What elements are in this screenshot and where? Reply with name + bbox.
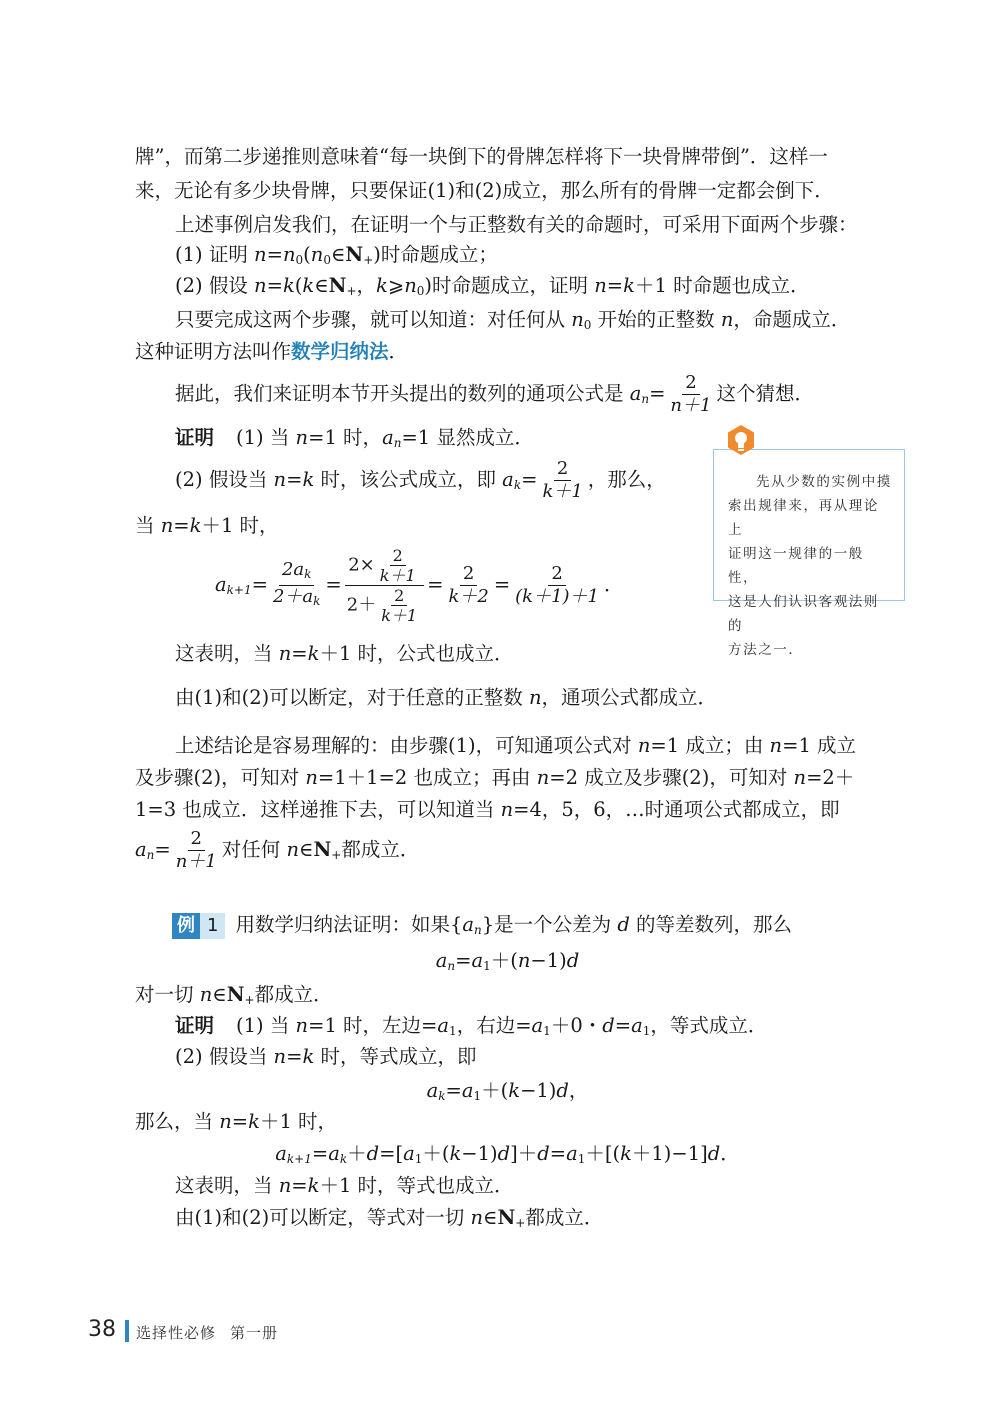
math: a bbox=[382, 426, 394, 449]
text: ＋1 时命题也成立． bbox=[634, 274, 810, 297]
math: = bbox=[154, 838, 171, 861]
proof-step bbox=[175, 458, 680, 507]
proof-step bbox=[175, 1012, 880, 1045]
math: k bbox=[189, 514, 202, 537]
text: ，通项公式都成立． bbox=[541, 686, 718, 709]
math: n bbox=[219, 1110, 232, 1133]
math: 0 bbox=[323, 253, 331, 267]
math: ＋( bbox=[422, 1142, 450, 1165]
math: ＋0・ bbox=[550, 1014, 603, 1037]
fraction bbox=[344, 546, 425, 625]
math: 1 bbox=[543, 1024, 551, 1038]
math: n bbox=[273, 1045, 287, 1068]
math: + bbox=[331, 848, 342, 862]
math: =[ bbox=[379, 1142, 404, 1165]
math: n bbox=[637, 734, 651, 757]
math: = bbox=[649, 382, 666, 405]
paragraph-line bbox=[135, 981, 880, 1014]
math: ∈ bbox=[330, 243, 346, 266]
math: k bbox=[438, 1089, 446, 1103]
text: ，右边= bbox=[456, 1014, 532, 1037]
denominator bbox=[445, 586, 491, 608]
math: a bbox=[566, 1142, 578, 1165]
paragraph-line bbox=[175, 306, 880, 339]
math: k bbox=[248, 1110, 260, 1133]
math: = bbox=[325, 573, 342, 596]
text: 时，该公式成立，即 bbox=[314, 468, 503, 491]
denominator bbox=[539, 481, 585, 503]
numerator: 2 bbox=[390, 546, 406, 566]
math: n bbox=[273, 468, 287, 491]
math: a bbox=[531, 1014, 544, 1037]
math: ( bbox=[303, 243, 311, 266]
paragraph-line bbox=[175, 211, 880, 239]
text: )时命题成立； bbox=[373, 243, 498, 266]
text: 由(1)和(2)可以断定，对于任意的正整数 bbox=[175, 686, 529, 709]
math: k bbox=[313, 594, 321, 608]
math: ＋( bbox=[481, 1079, 509, 1102]
note-text bbox=[728, 470, 894, 662]
math: N bbox=[226, 983, 245, 1006]
math: a bbox=[502, 468, 514, 491]
math: a bbox=[403, 1142, 415, 1165]
text: 这种证明方法叫作 bbox=[135, 340, 292, 363]
math: d bbox=[602, 1014, 615, 1037]
math: = bbox=[266, 243, 283, 266]
math: n bbox=[305, 766, 318, 789]
math: = bbox=[173, 514, 190, 537]
math: n bbox=[447, 959, 456, 973]
math: = bbox=[455, 949, 472, 972]
fraction bbox=[270, 559, 323, 612]
math: d bbox=[556, 1079, 569, 1102]
math: n bbox=[278, 1174, 292, 1197]
math: N bbox=[328, 274, 347, 297]
note-line: 方法之一． bbox=[728, 642, 804, 658]
step-1 bbox=[175, 241, 880, 274]
math: 2＋ bbox=[346, 594, 377, 616]
text: }是一个公差为 bbox=[481, 913, 618, 936]
text: (2) 假设 bbox=[175, 274, 255, 297]
math: k bbox=[302, 468, 315, 491]
math: k bbox=[513, 478, 522, 492]
fraction bbox=[667, 372, 714, 417]
math: = bbox=[286, 1045, 303, 1068]
math: n bbox=[295, 1014, 309, 1037]
math: 1 bbox=[449, 1024, 457, 1038]
denominator bbox=[377, 566, 419, 585]
fraction bbox=[512, 563, 602, 608]
math: n bbox=[720, 308, 734, 331]
text: =1 时，左边= bbox=[308, 1014, 438, 1037]
formula bbox=[135, 1140, 880, 1173]
math: a bbox=[435, 949, 448, 972]
text: )时命题成立，证明 bbox=[424, 274, 595, 297]
math: n bbox=[571, 308, 584, 331]
text: ． bbox=[388, 340, 409, 363]
math: n bbox=[594, 274, 607, 297]
math: n bbox=[254, 274, 267, 297]
math: = bbox=[251, 573, 268, 596]
math: ＋1)−1] bbox=[631, 1142, 708, 1165]
math: ( bbox=[294, 274, 303, 297]
math: 2＋a bbox=[272, 586, 314, 607]
example-badge bbox=[172, 913, 225, 939]
text: 1=3 也成立．这样递推下去，可以知道当 bbox=[135, 798, 501, 821]
math: k bbox=[307, 642, 320, 665]
text: 牌”，而第二步递推则意味着“每一块倒下的骨牌怎样将下一块骨牌带倒”．这样一 bbox=[135, 145, 828, 168]
math: a bbox=[631, 1014, 643, 1037]
text: 时，等式成立，即 bbox=[314, 1045, 477, 1068]
book-name: 选择性必修 bbox=[136, 1324, 217, 1342]
math: = bbox=[521, 468, 538, 491]
math: ∈ bbox=[314, 274, 329, 297]
math: k＋1 bbox=[379, 566, 416, 585]
text: (1) 证明 bbox=[175, 243, 255, 266]
volume-name: 第一册 bbox=[230, 1324, 279, 1342]
math: k＋1 bbox=[381, 606, 418, 625]
math: 0 bbox=[295, 253, 304, 267]
fraction bbox=[378, 586, 420, 625]
math: 1 bbox=[473, 1089, 482, 1103]
paragraph-line bbox=[135, 828, 880, 877]
text: =1 成立；由 bbox=[650, 734, 770, 757]
footer-divider bbox=[125, 1320, 129, 1342]
math: ∈ bbox=[299, 838, 314, 861]
math: n bbox=[500, 798, 514, 821]
text: 对一切 bbox=[135, 983, 200, 1006]
text: ＋1 时，等式也成立． bbox=[319, 1174, 514, 1197]
math: d bbox=[366, 1142, 380, 1165]
proof-label: 证明 bbox=[175, 426, 215, 449]
example-heading bbox=[172, 911, 880, 944]
math: n bbox=[393, 436, 402, 450]
math: a bbox=[471, 949, 484, 972]
math: n bbox=[470, 1206, 484, 1229]
text: 开始的正整数 bbox=[591, 308, 721, 331]
math: d bbox=[566, 949, 580, 972]
text: (1) 当 bbox=[236, 1014, 296, 1037]
fraction bbox=[445, 563, 491, 608]
fraction bbox=[539, 458, 585, 503]
math: a bbox=[426, 1079, 439, 1102]
math: n bbox=[199, 983, 213, 1006]
math: = bbox=[445, 1079, 462, 1102]
math: = bbox=[606, 274, 624, 297]
math: d bbox=[707, 1142, 721, 1165]
proof-step bbox=[175, 1043, 880, 1071]
fraction bbox=[377, 546, 419, 585]
text: 来，无论有多少块骨牌，只要保证(1)和(2)成立，那么所有的骨牌一定都会倒下． bbox=[135, 179, 834, 202]
math: N bbox=[313, 838, 332, 861]
math: n bbox=[517, 949, 531, 972]
text: =2 成立及步骤(2)，可知对 bbox=[549, 766, 794, 789]
text: 都成立． bbox=[254, 983, 333, 1006]
denominator bbox=[512, 586, 602, 608]
lightbulb-icon bbox=[723, 424, 759, 466]
math: = bbox=[231, 1110, 249, 1133]
math: n bbox=[641, 392, 650, 406]
text: ，那么， bbox=[587, 468, 666, 491]
math: k bbox=[302, 1045, 315, 1068]
text: 这表明，当 bbox=[175, 642, 279, 665]
math: N bbox=[497, 1206, 516, 1229]
math: = bbox=[427, 573, 444, 596]
text: ＋1 时，公式也成立． bbox=[319, 642, 514, 665]
note-line: 索出规律来，再从理论上 bbox=[728, 498, 879, 538]
text: ＋1 时， bbox=[201, 514, 279, 537]
math: a bbox=[629, 382, 642, 405]
math: k+1 bbox=[226, 583, 252, 597]
math: ． bbox=[604, 573, 624, 596]
text: 都成立． bbox=[341, 838, 420, 861]
text: 上述事例启发我们，在证明一个与正整数有关的命题时，可采用下面两个步骤： bbox=[175, 213, 858, 236]
denominator bbox=[173, 851, 220, 873]
denominator bbox=[667, 395, 714, 417]
paragraph-line bbox=[135, 796, 880, 824]
math: 1 bbox=[577, 1152, 586, 1166]
math: = bbox=[614, 1014, 632, 1037]
fraction bbox=[173, 828, 220, 873]
math: −1) bbox=[461, 1142, 498, 1165]
denominator bbox=[270, 586, 323, 612]
page-number: 38 bbox=[88, 1317, 116, 1342]
math: n bbox=[160, 514, 174, 537]
math: k＋2 bbox=[448, 586, 489, 607]
math: n bbox=[295, 426, 309, 449]
math: a bbox=[275, 1142, 287, 1165]
proof-conclusion bbox=[175, 684, 880, 712]
paragraph-line bbox=[135, 338, 880, 366]
math: d bbox=[617, 913, 630, 936]
math: n bbox=[793, 766, 807, 789]
math: k bbox=[623, 274, 635, 297]
text: 由(1)和(2)可以断定，等式对一切 bbox=[175, 1206, 471, 1229]
math: ＋ bbox=[347, 1142, 367, 1165]
math: ∈ bbox=[483, 1206, 498, 1229]
text: =1＋1=2 也成立；再由 bbox=[317, 766, 537, 789]
paragraph-line bbox=[135, 143, 880, 171]
text: (2) 假设当 bbox=[175, 468, 274, 491]
math: = bbox=[266, 274, 283, 297]
math: n bbox=[286, 838, 300, 861]
denominator bbox=[344, 586, 425, 625]
math: n bbox=[310, 243, 324, 266]
math: ． bbox=[720, 1142, 740, 1165]
math: n＋1 bbox=[175, 851, 217, 872]
math: ＋[( bbox=[585, 1142, 621, 1165]
math: 2a bbox=[281, 559, 305, 580]
math: N bbox=[345, 243, 364, 266]
text: 及步骤(2)，可知对 bbox=[135, 766, 306, 789]
text: (2) 假设当 bbox=[175, 1045, 274, 1068]
math: k bbox=[449, 1142, 462, 1165]
math: n bbox=[536, 766, 550, 789]
numerator: 2 bbox=[548, 563, 565, 586]
math: d bbox=[537, 1142, 550, 1165]
math: k bbox=[339, 1152, 348, 1166]
step-2 bbox=[175, 272, 880, 305]
numerator: 2 bbox=[554, 458, 571, 481]
math: ＋( bbox=[490, 949, 518, 972]
math: a bbox=[215, 573, 227, 596]
text: 这个猜想． bbox=[716, 382, 814, 405]
badge-label: 例 bbox=[172, 913, 200, 939]
math: ， bbox=[568, 1079, 589, 1102]
math: n＋1 bbox=[670, 395, 712, 416]
math: 1 bbox=[642, 1024, 651, 1038]
text: ，命题成立． bbox=[733, 308, 851, 331]
math: n bbox=[474, 923, 482, 937]
denominator bbox=[378, 606, 420, 625]
math: n bbox=[278, 642, 292, 665]
math: a bbox=[437, 1014, 450, 1037]
math: n bbox=[282, 243, 296, 266]
math: −1) bbox=[530, 949, 567, 972]
proof-step bbox=[135, 1108, 880, 1136]
math: a bbox=[462, 913, 475, 936]
footer-book-title bbox=[136, 1322, 278, 1343]
text: ，等式成立． bbox=[650, 1014, 768, 1037]
math: k bbox=[304, 567, 312, 581]
math: n bbox=[769, 734, 783, 757]
math: k bbox=[620, 1142, 632, 1165]
math: d bbox=[497, 1142, 511, 1165]
math: + bbox=[363, 253, 374, 267]
math: 0 bbox=[583, 318, 592, 332]
math: k＋1 bbox=[542, 481, 583, 502]
math: + bbox=[515, 1216, 526, 1230]
text: 的等差数列，那么 bbox=[629, 913, 793, 936]
math: = bbox=[286, 468, 303, 491]
math: = bbox=[311, 1142, 329, 1165]
note-line: 先从少数的实例中摸 bbox=[756, 474, 892, 490]
math: a bbox=[135, 838, 147, 861]
math: 1 bbox=[414, 1152, 423, 1166]
math: (k＋1)＋1 bbox=[515, 586, 600, 607]
numerator: 2 bbox=[391, 586, 407, 606]
math: = bbox=[291, 1174, 308, 1197]
math: k bbox=[376, 274, 388, 297]
text: =1 成立 bbox=[782, 734, 857, 757]
text: ＋1 时， bbox=[259, 1110, 338, 1133]
math: + bbox=[244, 993, 255, 1007]
paragraph-line bbox=[135, 764, 880, 792]
math: k+1 bbox=[286, 1152, 312, 1166]
proof-conclusion bbox=[175, 1172, 880, 1200]
math: 2× bbox=[348, 554, 375, 576]
formula bbox=[135, 1077, 880, 1110]
note-line: 证明这一规律的一般性， bbox=[728, 546, 864, 586]
math: n bbox=[146, 848, 155, 862]
text: 对任何 bbox=[221, 838, 287, 861]
text: 上述结论是容易理解的：由步骤(1)，可知通项公式对 bbox=[175, 734, 638, 757]
proof-label: 证明 bbox=[175, 1014, 215, 1037]
text: =4，5，6，…时通项公式都成立，即 bbox=[513, 798, 840, 821]
numerator: 2 bbox=[460, 563, 477, 586]
text: =1 显然成立． bbox=[401, 426, 534, 449]
math: a bbox=[328, 1142, 340, 1165]
text: 用数学归纳法证明：如果{ bbox=[235, 913, 463, 936]
math: ⩾ bbox=[387, 274, 405, 297]
math: ]＋ bbox=[510, 1142, 538, 1165]
text: 这表明，当 bbox=[175, 1174, 279, 1197]
term-highlight: 数学归纳法 bbox=[291, 340, 389, 363]
badge-number: 1 bbox=[200, 913, 225, 939]
math: ， bbox=[356, 274, 377, 297]
math: = bbox=[291, 642, 308, 665]
numerator bbox=[345, 546, 423, 586]
math: k bbox=[307, 1174, 320, 1197]
text: (1) 当 bbox=[236, 426, 296, 449]
text: 只要完成这两个步骤，就可以知道：对任何从 bbox=[175, 308, 572, 331]
math: n bbox=[528, 686, 542, 709]
paragraph-line bbox=[175, 732, 880, 760]
text: 据此，我们来证明本节开头提出的数列的通项公式是 bbox=[175, 382, 630, 405]
math: = bbox=[549, 1142, 567, 1165]
math: k bbox=[282, 274, 295, 297]
math: ∈ bbox=[212, 983, 227, 1006]
numerator bbox=[279, 559, 314, 586]
formula bbox=[135, 947, 880, 980]
proof-conclusion bbox=[175, 1204, 880, 1237]
numerator: 2 bbox=[682, 372, 699, 395]
text: 都成立． bbox=[525, 1206, 604, 1229]
text: =2＋ bbox=[806, 766, 855, 789]
math: 0 bbox=[416, 284, 425, 298]
math: n bbox=[254, 243, 267, 266]
text: 当 bbox=[135, 514, 161, 537]
math: k bbox=[508, 1079, 521, 1102]
paragraph-line bbox=[175, 372, 880, 421]
side-note bbox=[713, 449, 905, 658]
math: 1 bbox=[483, 959, 491, 973]
text: 那么，当 bbox=[135, 1110, 220, 1133]
numerator: 2 bbox=[188, 828, 205, 851]
math: a bbox=[461, 1079, 474, 1102]
paragraph-line bbox=[135, 177, 880, 205]
math: = bbox=[493, 573, 511, 596]
math: k bbox=[302, 274, 315, 297]
math: =1 时， bbox=[308, 426, 383, 449]
math: n bbox=[404, 274, 417, 297]
math: + bbox=[346, 284, 357, 298]
note-line: 这是人们认识客观法则的 bbox=[728, 594, 879, 634]
math: −1) bbox=[520, 1079, 557, 1102]
